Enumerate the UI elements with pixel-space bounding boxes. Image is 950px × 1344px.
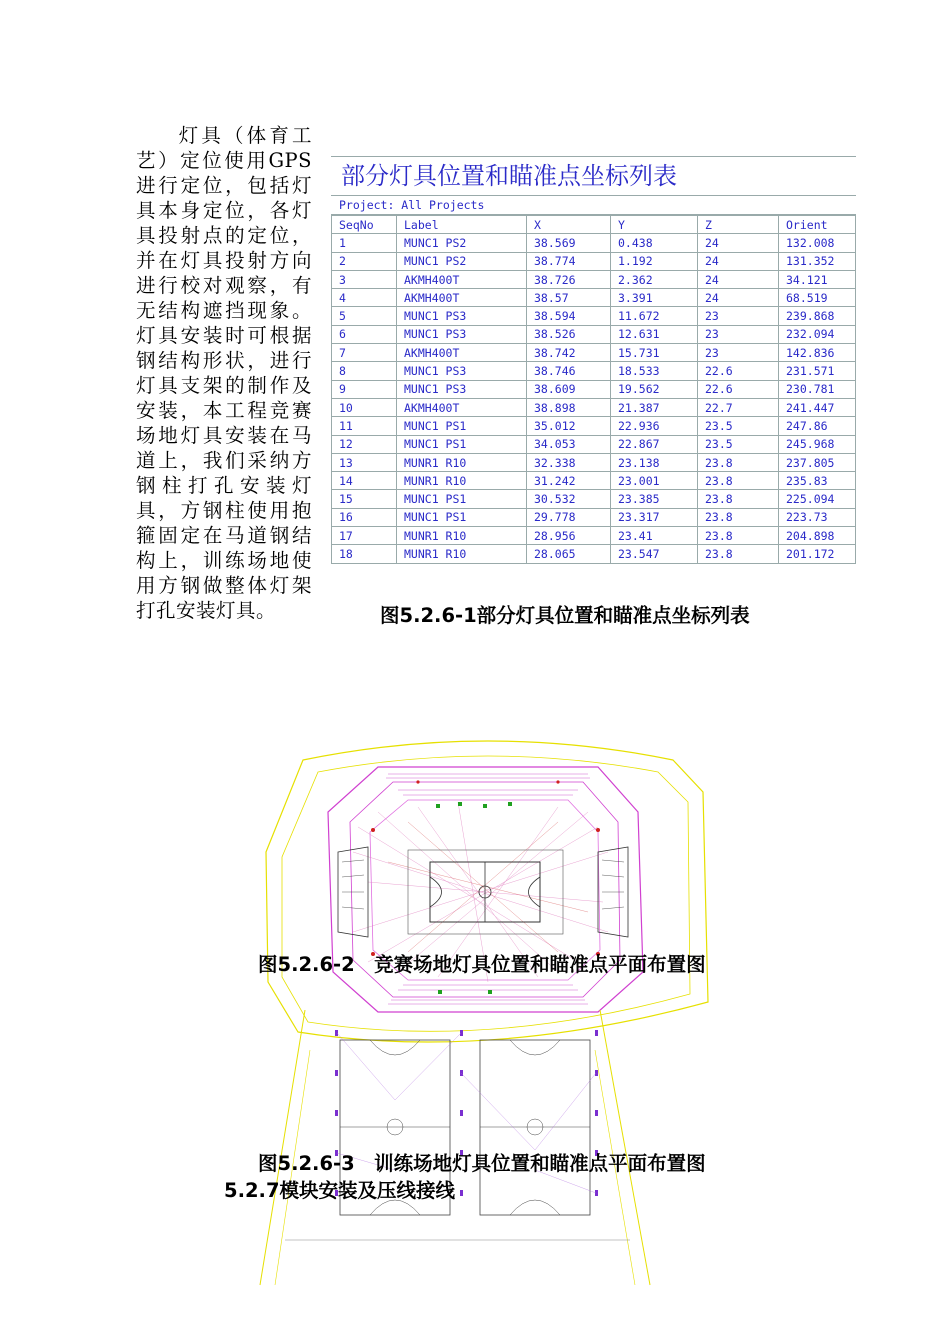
table-row: [332, 234, 856, 252]
table-cell: 235.83: [779, 472, 856, 490]
caption-fig-3: 图5.2.6-3 训练场地灯具位置和瞄准点平面布置图: [258, 1152, 706, 1175]
table-cell: MUNR1 R10: [397, 545, 527, 563]
table-cell: 10: [332, 398, 397, 416]
table-row: [332, 325, 856, 343]
table-cell: 11.672: [611, 307, 698, 325]
table-cell: 23.001: [611, 472, 698, 490]
table-cell: MUNC1 PS3: [397, 380, 527, 398]
table-grid: [331, 215, 856, 564]
caption-fig-2: 图5.2.6-2 竞赛场地灯具位置和瞄准点平面布置图: [258, 953, 706, 976]
table-cell: 38.746: [527, 362, 611, 380]
table-cell: 68.519: [779, 289, 856, 307]
table-cell: 23.5: [698, 417, 779, 435]
table-cell: MUNC1 PS2: [397, 234, 527, 252]
table-cell: 22.6: [698, 380, 779, 398]
table-row: [332, 398, 856, 416]
table-cell: 22.936: [611, 417, 698, 435]
table-cell: 132.008: [779, 234, 856, 252]
table-cell: 31.242: [527, 472, 611, 490]
table-cell: 24: [698, 289, 779, 307]
table-cell: 231.571: [779, 362, 856, 380]
table-row: [332, 453, 856, 471]
table-cell: 23.8: [698, 490, 779, 508]
table-cell: 247.86: [779, 417, 856, 435]
table-cell: 24: [698, 252, 779, 270]
table-cell: MUNC1 PS3: [397, 307, 527, 325]
table-cell: MUNC1 PS3: [397, 325, 527, 343]
table-cell: 4: [332, 289, 397, 307]
table-cell: 241.447: [779, 398, 856, 416]
table-cell: 239.868: [779, 307, 856, 325]
table-cell: 22.867: [611, 435, 698, 453]
table-cell: 9: [332, 380, 397, 398]
table-cell: 201.172: [779, 545, 856, 563]
table-cell: 29.778: [527, 508, 611, 526]
table-cell: 23: [698, 325, 779, 343]
table-cell: 23.8: [698, 472, 779, 490]
table-cell: 38.526: [527, 325, 611, 343]
table-cell: 23.41: [611, 527, 698, 545]
table-cell: 32.338: [527, 453, 611, 471]
table-title: 部分灯具位置和瞄准点坐标列表: [331, 156, 856, 196]
table-row: [332, 252, 856, 270]
table-cell: 28.956: [527, 527, 611, 545]
table-header-cell: Z: [698, 216, 779, 234]
table-cell: 22.6: [698, 362, 779, 380]
arena-lighting-plan: [258, 732, 713, 1057]
table-cell: 131.352: [779, 252, 856, 270]
body-paragraph: [136, 123, 312, 623]
table-header-cell: Y: [611, 216, 698, 234]
table-row: [332, 545, 856, 563]
table-cell: 2.362: [611, 270, 698, 288]
table-cell: 21.387: [611, 398, 698, 416]
table-cell: 12: [332, 435, 397, 453]
table-row: [332, 289, 856, 307]
table-cell: 17: [332, 527, 397, 545]
table-cell: 3: [332, 270, 397, 288]
table-cell: 230.781: [779, 380, 856, 398]
table-cell: 38.742: [527, 344, 611, 362]
table-cell: 23.5: [698, 435, 779, 453]
table-cell: 23.138: [611, 453, 698, 471]
table-cell: AKMH400T: [397, 289, 527, 307]
table-cell: 23.8: [698, 453, 779, 471]
table-cell: 14: [332, 472, 397, 490]
table-cell: 1.192: [611, 252, 698, 270]
table-cell: 5: [332, 307, 397, 325]
table-header-cell: X: [527, 216, 611, 234]
table-cell: 13: [332, 453, 397, 471]
table-cell: AKMH400T: [397, 344, 527, 362]
table-cell: MUNC1 PS1: [397, 508, 527, 526]
table-cell: 12.631: [611, 325, 698, 343]
table-cell: 18.533: [611, 362, 698, 380]
table-cell: MUNR1 R10: [397, 472, 527, 490]
table-cell: 2: [332, 252, 397, 270]
table-cell: 30.532: [527, 490, 611, 508]
table-cell: 23.547: [611, 545, 698, 563]
table-cell: 34.053: [527, 435, 611, 453]
table-cell: 38.609: [527, 380, 611, 398]
table-cell: 23.8: [698, 527, 779, 545]
table-cell: 1: [332, 234, 397, 252]
table-cell: 6: [332, 325, 397, 343]
table-cell: 38.898: [527, 398, 611, 416]
table-row: [332, 380, 856, 398]
table-cell: 38.594: [527, 307, 611, 325]
body-paragraph-text: 灯具（体育工艺）定位使用GPS进行定位，包括灯具本身定位，各灯具投射点的定位，并在灯具投射方向进行校对观察，有无结构遮挡现象。灯具安装时可根据钢结构形状，进行灯具支架的制作及安装，本工程竞赛场地灯具安装在马道上，我们采纳方钢柱打孔安装灯具，方钢柱使用抱箍固定在马道钢结构上，训练场地使用方钢做整体灯架打孔安装灯具。: [136, 124, 312, 622]
table-cell: 35.012: [527, 417, 611, 435]
table-cell: 38.569: [527, 234, 611, 252]
table-header-cell: Orient: [779, 216, 856, 234]
table-cell: 38.774: [527, 252, 611, 270]
table-row: [332, 270, 856, 288]
table-cell: 23: [698, 307, 779, 325]
table-row: [332, 472, 856, 490]
caption-fig-1: 图5.2.6-1部分灯具位置和瞄准点坐标列表: [380, 604, 750, 627]
table-cell: MUNC1 PS3: [397, 362, 527, 380]
table-project: Project: All Projects: [331, 196, 856, 215]
table-header-cell: Label: [397, 216, 527, 234]
table-cell: 19.562: [611, 380, 698, 398]
table-cell: 11: [332, 417, 397, 435]
table-row: [332, 435, 856, 453]
table-cell: MUNC1 PS2: [397, 252, 527, 270]
table-cell: 225.094: [779, 490, 856, 508]
table-row: [332, 508, 856, 526]
table-row: [332, 344, 856, 362]
table-row: [332, 362, 856, 380]
table-cell: 142.836: [779, 344, 856, 362]
table-row: [332, 417, 856, 435]
table-cell: 15.731: [611, 344, 698, 362]
table-cell: MUNC1 PS1: [397, 417, 527, 435]
table-cell: 38.726: [527, 270, 611, 288]
table-header-cell: SeqNo: [332, 216, 397, 234]
table-row: [332, 527, 856, 545]
table-cell: 15: [332, 490, 397, 508]
coordinate-table: [331, 156, 856, 564]
table-cell: 23.317: [611, 508, 698, 526]
table-row: [332, 307, 856, 325]
table-cell: 28.065: [527, 545, 611, 563]
table-cell: 24: [698, 270, 779, 288]
table-cell: MUNR1 R10: [397, 453, 527, 471]
table-cell: 22.7: [698, 398, 779, 416]
table-cell: 8: [332, 362, 397, 380]
table-cell: 23.385: [611, 490, 698, 508]
table-cell: 38.57: [527, 289, 611, 307]
table-cell: 245.968: [779, 435, 856, 453]
table-cell: 23.8: [698, 508, 779, 526]
table-cell: 18: [332, 545, 397, 563]
table-cell: MUNC1 PS1: [397, 435, 527, 453]
table-cell: 237.805: [779, 453, 856, 471]
table-cell: 23.8: [698, 545, 779, 563]
table-cell: 3.391: [611, 289, 698, 307]
table-cell: 232.094: [779, 325, 856, 343]
table-row: [332, 490, 856, 508]
table-cell: AKMH400T: [397, 398, 527, 416]
table-cell: 23: [698, 344, 779, 362]
table-cell: AKMH400T: [397, 270, 527, 288]
table-cell: 204.898: [779, 527, 856, 545]
table-cell: 7: [332, 344, 397, 362]
table-cell: MUNC1 PS1: [397, 490, 527, 508]
table-cell: 223.73: [779, 508, 856, 526]
table-cell: 34.121: [779, 270, 856, 288]
table-cell: 16: [332, 508, 397, 526]
table-cell: MUNR1 R10: [397, 527, 527, 545]
table-cell: 0.438: [611, 234, 698, 252]
table-cell: 24: [698, 234, 779, 252]
section-heading: 5.2.7模块安装及压线接线: [224, 1179, 456, 1202]
